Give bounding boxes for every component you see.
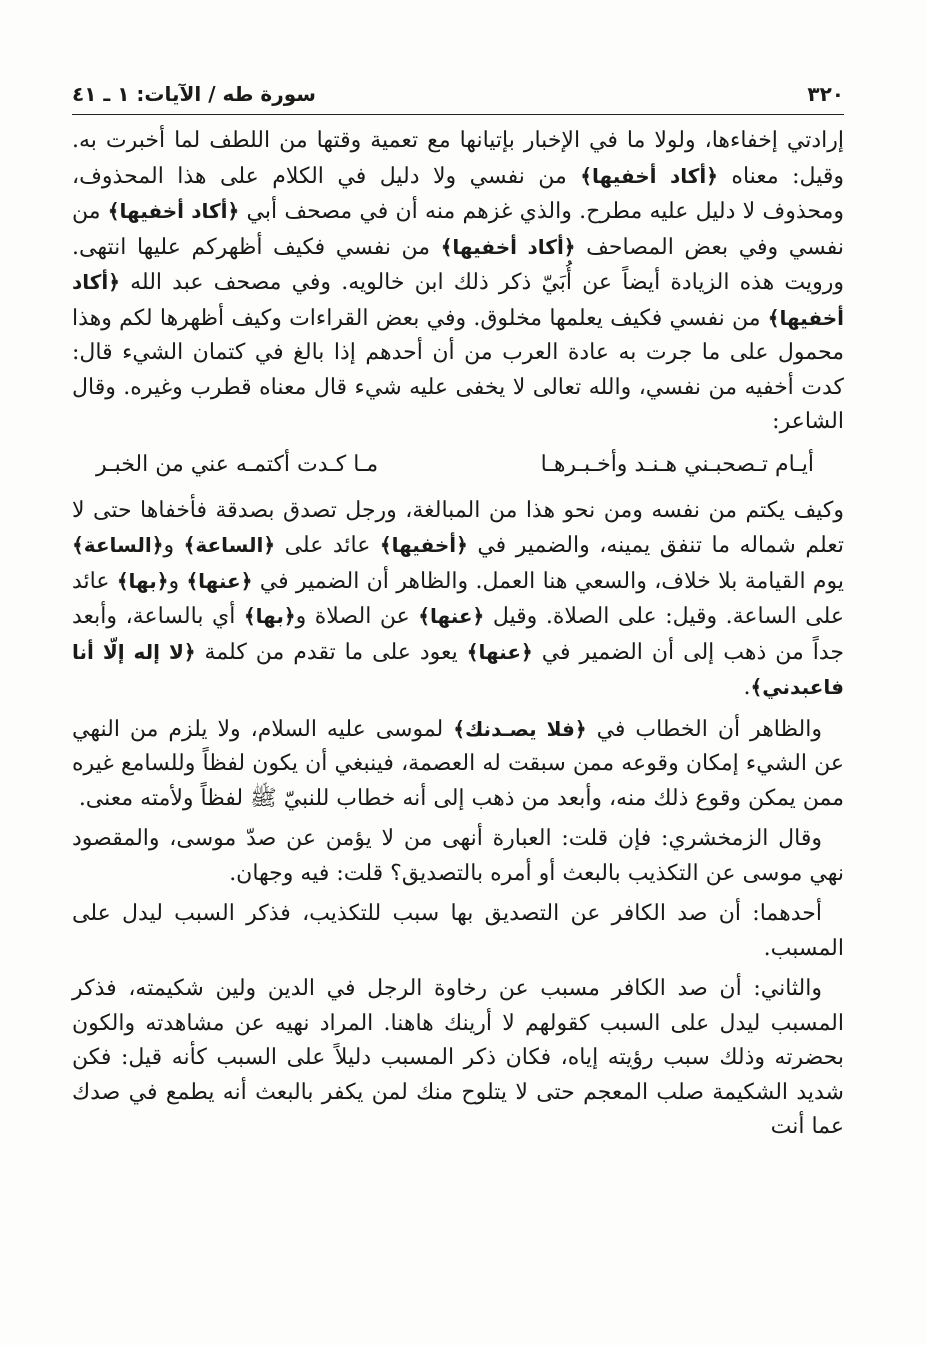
surah-title: سورة طه / الآيات: ١ ـ ٤١: [72, 82, 316, 106]
paragraph-4: وقال الزمخشري: فإن قلت: العبارة أنهى من لا يؤمن عن صدّ موسى، والمقصود نهي موسى عن التكذيب بالبعث أو أمره بالتصديق؟ قلت: فيه وجهان.: [72, 826, 844, 886]
quran-quote: ﴿عنها﴾: [418, 604, 485, 628]
quran-quote: ﴿عنها﴾: [466, 639, 533, 664]
text: عائد على: [275, 533, 380, 558]
text: عن الصلاة و: [295, 604, 419, 629]
quran-quote: ﴿بها﴾: [243, 604, 296, 628]
text: لموسى عليه السلام، ولا يلزم من النهي عن الشيء إمكان وقوعه ممن سبقت له العصمة، فينبغي أن يكون لفظاً وللسامع غيره ممن يمكن وقوع ذلك منه، وأبعد من ذهب إلى أنه خطاب للنبيّ ﷺ لفظاً ولأمته معنى.: [72, 716, 844, 811]
text: من نفسي وفي بعض المصاحف: [72, 199, 844, 260]
running-header: [72, 78, 844, 115]
text: وكيف يكتم من نفسه ومن نحو هذا من المبالغة، ورجل تصدق بصدقة فأخفاها حتى لا تعلم شماله ما تنفق يمينه، والضمير في: [72, 497, 845, 558]
quran-quote: ﴿أخفيها﴾: [379, 533, 468, 557]
quran-quote: ﴿فلا يصـدنك﴾: [453, 716, 587, 741]
paragraph-2: [72, 494, 844, 706]
text: إرادتي إخفاءها، ولولا ما في الإخبار بإتيانها مع تعمية وقتها من اللطف لما أخبرت به. وقيل: معناه: [72, 128, 844, 189]
text: و: [168, 568, 187, 594]
paragraph-6: والثاني: أن صد الكافر مسبب عن رخاوة الرجل في الدين ولين شكيمته، فذكر المسبب ليدل على السبب كقولهم لا أرينك هاهنا. المراد نهيه عن مشاهدته والكون بحضرته وذلك سبب رؤيته إياه، فكان ذكر المسبب دليلاً على السبب كأنه قيل: فكن شديد الشكيمة صلب المعجم حتى لا يتلوح منك لمن يكفر بالبعث أنه يطمع في صدك عما أنت: [72, 976, 844, 1139]
quran-quote: ﴿أكاد أخفيها﴾: [580, 163, 718, 188]
page-body: [72, 124, 844, 1151]
text: من نفسي فكيف يعلمها مخلوق. وفي بعض القراءات وكيف أظهرها لكم وهذا محمول على ما جرت به عادة العرب من أن أحدهم إذا بالغ في كتمان الشيء قال: كدت أخفيه من نفسي، والله تعالى لا يخفى عليه شيء قال معناه قطرب وغيره. وقال الشاعر:: [72, 305, 844, 434]
verse-first-hemistich: أيـام تـصحبـني هـنـد وأخـبـرهـا: [540, 451, 814, 477]
text: يوم القيامة بلا خلاف، والسعي هنا العمل. والظاهر أن الضمير في: [252, 568, 845, 594]
page-number: ٣٢٠: [807, 82, 844, 106]
quran-quote: ﴿أكاد أخفيها﴾: [440, 234, 576, 259]
paragraph-1: [72, 124, 844, 440]
text: من نفسي ولا دليل في الكلام على هذا المحذوف، ومحذوف لا دليل عليه مطرح. والذي غزهم منه أن في مصحف أبي: [72, 163, 845, 224]
paragraph-3: [72, 712, 844, 817]
quran-quote: ﴿عنها﴾: [186, 568, 253, 593]
quran-quote: ﴿الساعة﴾: [72, 533, 164, 557]
text: أي بالساعة، وأبعد جداً من ذهب إلى أن الضمير في: [72, 604, 844, 665]
text: والظاهر أن الخطاب في: [586, 716, 822, 742]
quran-quote: ﴿أكاد أخفيها﴾: [72, 270, 844, 330]
quran-quote: ﴿لا إله إلّا أنا فاعبدني﴾: [72, 639, 844, 699]
quran-quote: ﴿أكاد أخفيها﴾: [107, 199, 240, 223]
poetry-verse: [96, 446, 814, 484]
paragraph-5: أحدهما: أن صد الكافر عن التصديق بها سبب للتكذيب، فذكر السبب ليدل على المسبب.: [72, 901, 844, 961]
quran-quote: ﴿الساعة﴾: [183, 533, 276, 557]
text: يعود على ما تقدم من كلمة: [195, 639, 467, 665]
verse-second-hemistich: مـا كـدت أكتمـه عني من الخبـر: [96, 451, 379, 477]
text: من نفسي فكيف أظهركم عليها انتهى. ورويت هذه الزيادة أيضاً عن أُبَيّ ذكر ذلك ابن خالويه. وفي مصحف عبد الله: [72, 234, 844, 295]
text: عائد على الساعة. وقيل: على الصلاة. وقيل: [72, 568, 844, 629]
text: و: [163, 533, 184, 558]
quran-quote: ﴿بها﴾: [116, 568, 169, 593]
text: .: [743, 675, 751, 700]
